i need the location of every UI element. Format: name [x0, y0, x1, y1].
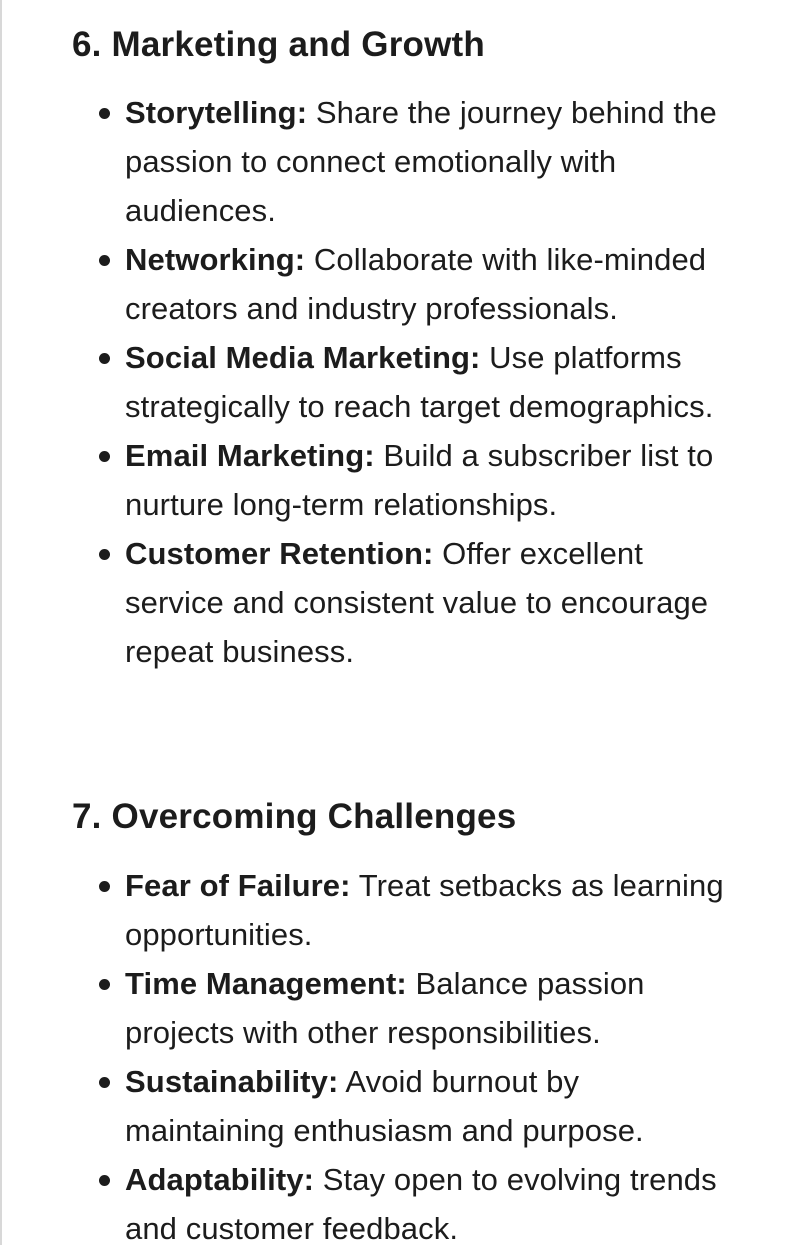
list-item-storytelling: [96, 88, 736, 235]
bullet-icon: [99, 1175, 110, 1186]
item-text: Share the journey behind the passion to connect emotionally with audiences.: [125, 95, 717, 228]
section-heading-overcoming-challenges: 7. Overcoming Challenges: [72, 797, 517, 836]
item-term: Email Marketing:: [125, 438, 375, 473]
item-term: Customer Retention:: [125, 536, 434, 571]
item-text: Build a subscriber list to nurture long-term relationships.: [125, 438, 714, 522]
list-item-fear-of-failure: [96, 861, 736, 959]
list-item-networking: [96, 235, 736, 333]
bullet-icon: [99, 353, 110, 364]
bullet-icon: [99, 881, 110, 892]
section-heading-marketing-growth: 6. Marketing and Growth: [72, 25, 485, 64]
bullet-icon: [99, 451, 110, 462]
item-text: Use platforms strategically to reach target demographics.: [125, 340, 714, 424]
bullet-icon: [99, 255, 110, 266]
item-term: Time Management:: [125, 966, 407, 1001]
item-term: Networking:: [125, 242, 306, 277]
page-left-border: [0, 0, 2, 1245]
bullet-icon: [99, 1077, 110, 1088]
overcoming-challenges-list: [96, 861, 736, 1253]
list-item-customer-retention: [96, 529, 736, 676]
item-term: Storytelling:: [125, 95, 308, 130]
marketing-growth-list: [96, 88, 736, 676]
bullet-icon: [99, 108, 110, 119]
bullet-icon: [99, 979, 110, 990]
item-text: Balance passion projects with other responsibilities.: [125, 966, 645, 1050]
item-text: Avoid burnout by maintaining enthusiasm and purpose.: [125, 1064, 644, 1148]
list-item-email-marketing: [96, 431, 736, 529]
item-term: Fear of Failure:: [125, 868, 351, 903]
item-text: Treat setbacks as learning opportunities.: [125, 868, 724, 952]
item-text: Stay open to evolving trends and customer feedback.: [125, 1162, 717, 1246]
item-term: Social Media Marketing:: [125, 340, 481, 375]
list-item-adaptability: [96, 1155, 736, 1253]
list-item-sustainability: [96, 1057, 736, 1155]
item-term: Adaptability:: [125, 1162, 315, 1197]
item-term: Sustainability:: [125, 1064, 339, 1099]
bullet-icon: [99, 549, 110, 560]
list-item-time-management: [96, 959, 736, 1057]
list-item-social-media-marketing: [96, 333, 736, 431]
item-text: Offer excellent service and consistent value to encourage repeat business.: [125, 536, 709, 669]
item-text: Collaborate with like-minded creators and industry professionals.: [125, 242, 707, 326]
